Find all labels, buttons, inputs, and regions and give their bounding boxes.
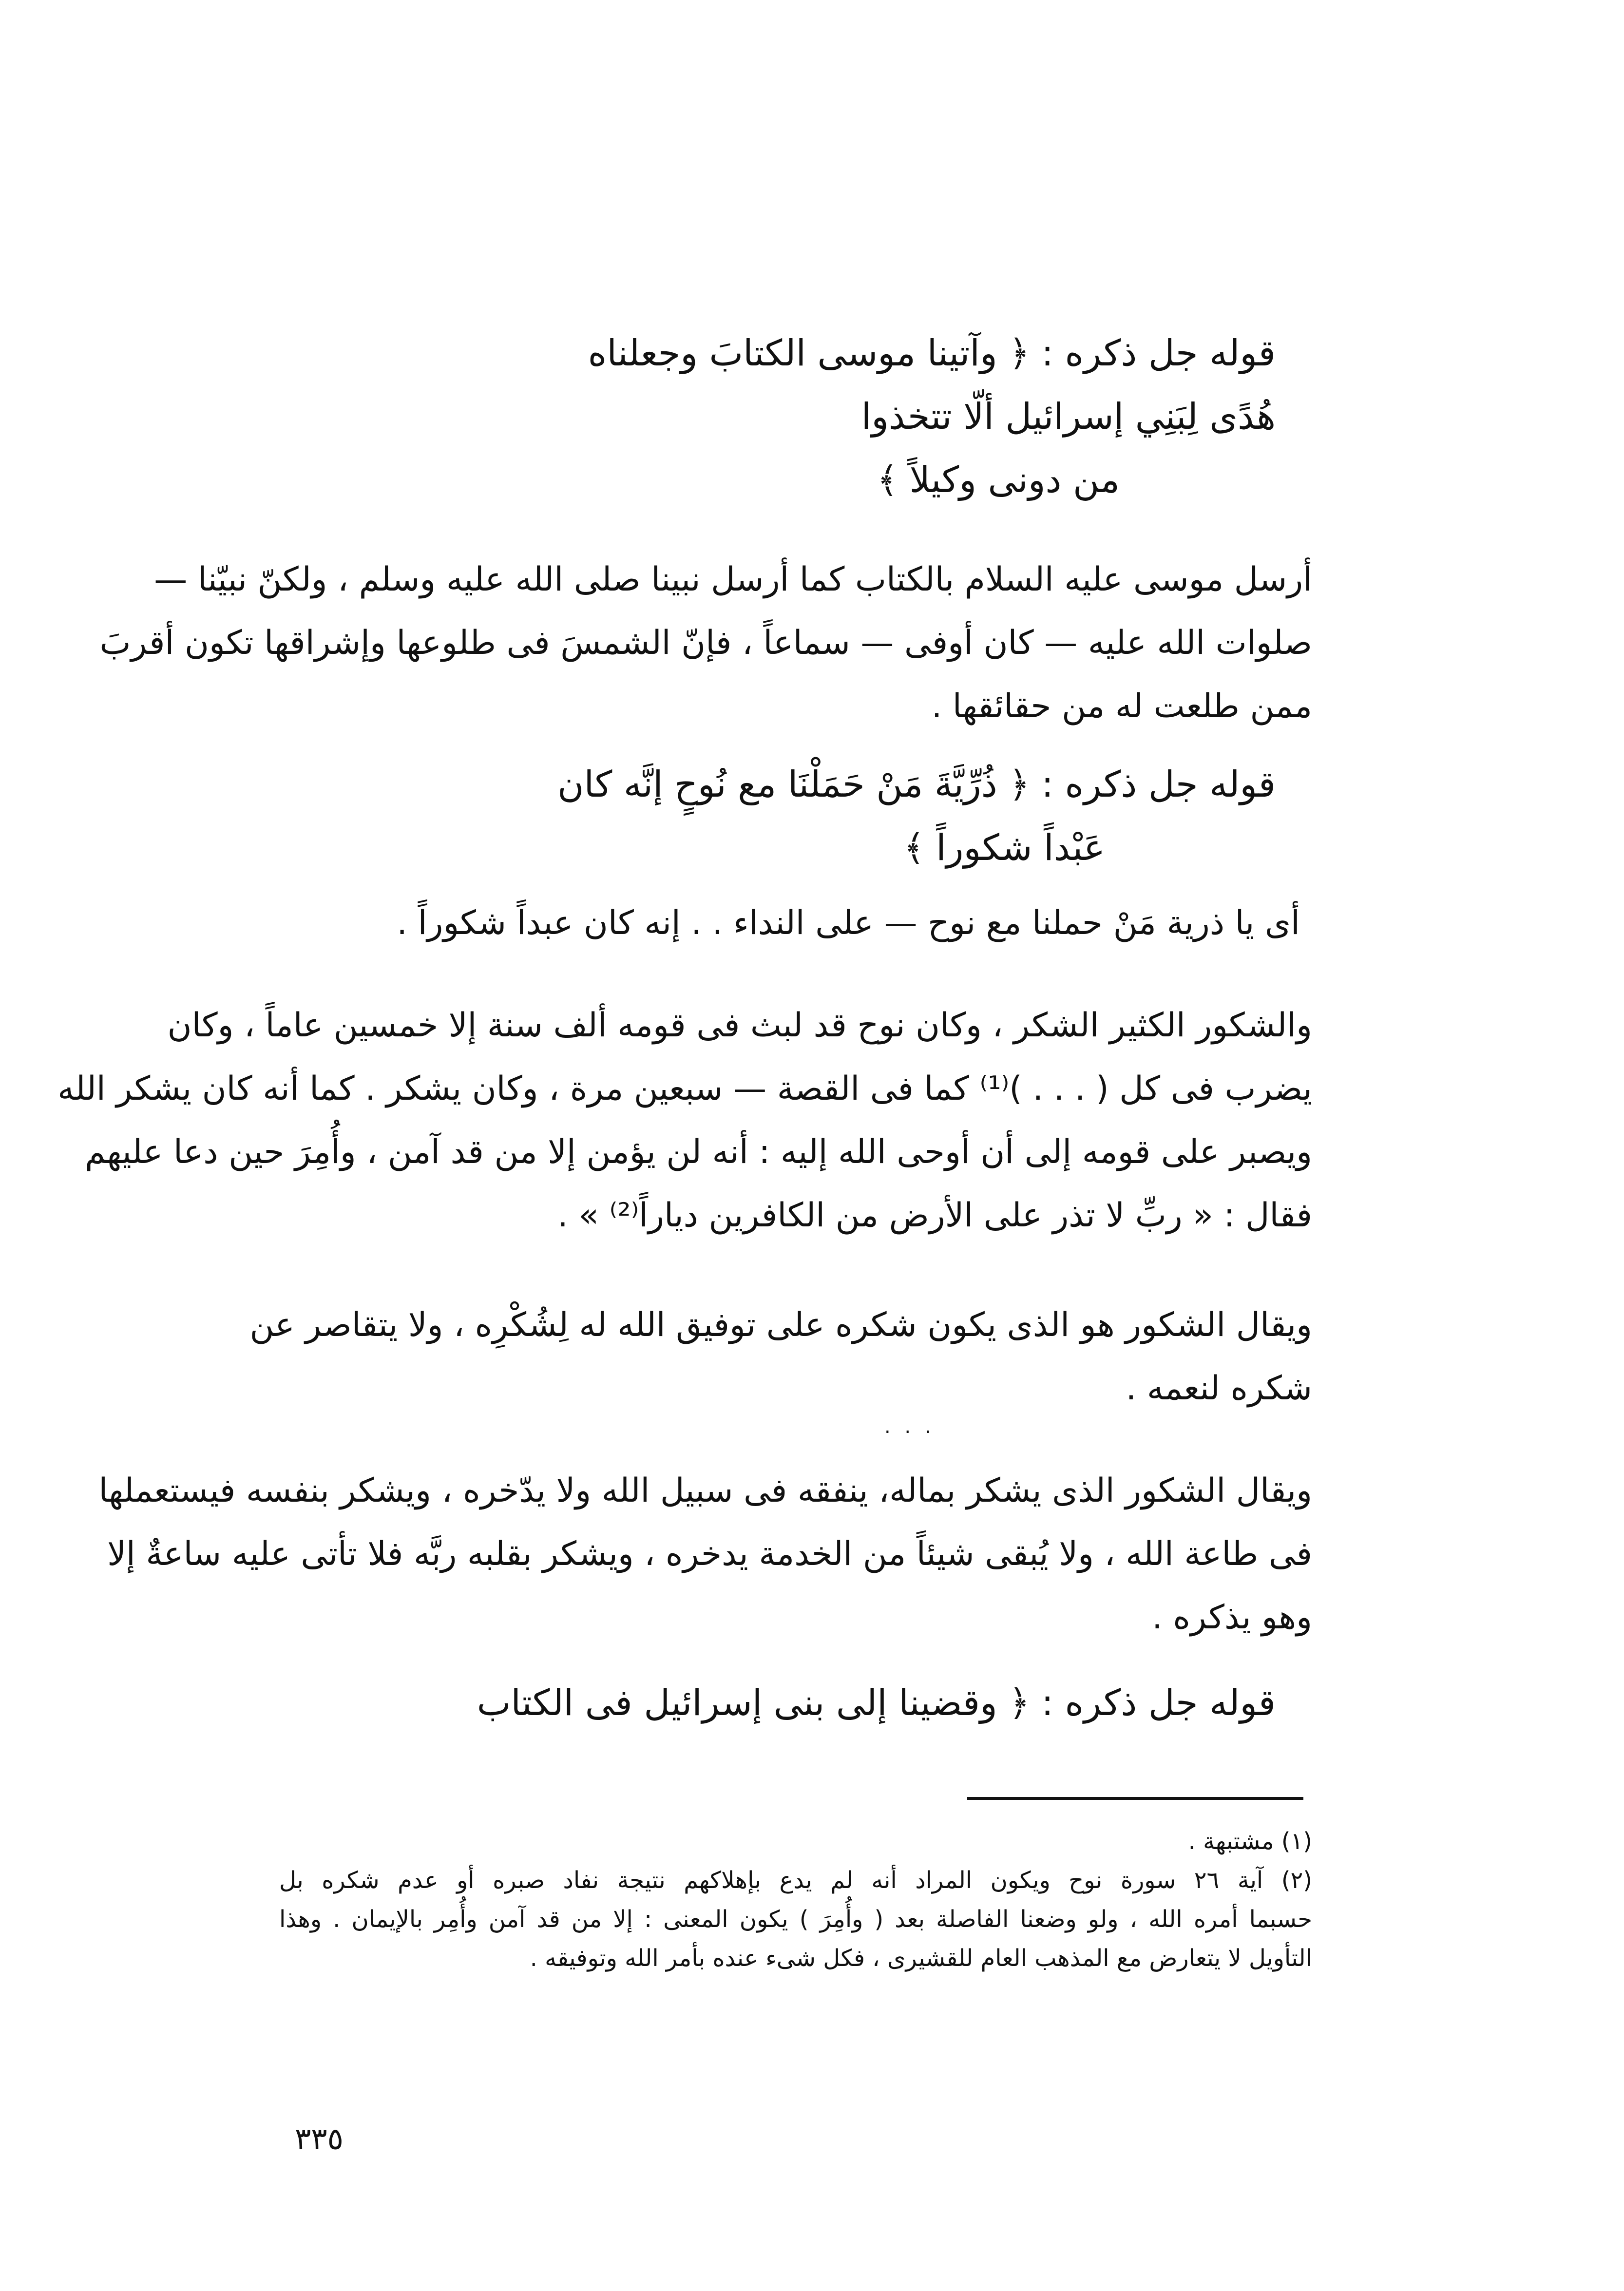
paragraph-4 — [98, 1464, 1312, 1654]
footnote-line: (٢) آية ٢٦ سورة نوح ويكون المراد أنه لم يدع بإهلاكهم نتيجة نفاد صبره أو عدم شكره بل — [279, 1867, 1313, 1894]
footnotes — [279, 1822, 1312, 1978]
paragraph-2 — [57, 999, 1312, 1252]
paragraph-line: وهو يذكره . — [1152, 1598, 1312, 1637]
paragraph-line: فقال : « ربِّ لا تذر على الأرض من الكافرين دياراً⁽²⁾ » . — [557, 1196, 1312, 1235]
verse-block-1 — [569, 326, 1276, 516]
paragraph-line: والشكور الكثير الشكر ، وكان نوح قد لبث فى قومه ألف سنة إلا خمسين عاماً ، وكان — [167, 1006, 1312, 1045]
footnote-line: حسبما أمره الله ، ولو وضعنا الفاصلة بعد ( وأُمِرَ ) يكون المعنى : إلا من قد آمن وأُمِر بالإيمان . وهذا — [279, 1906, 1312, 1933]
paragraph-1 — [99, 553, 1312, 743]
paragraph-line: ويقال الشكور الذى يشكر بماله، ينفقه فى سبيل الله ولا يدّخره ، ويشكر بنفسه فيستعملها — [98, 1471, 1312, 1510]
paragraph-line: صلوات الله عليه — كان أوفى — سماعاً ، فإنّ الشمسَ فى طلوعها وإشراقها تكون أقربَ — [99, 624, 1312, 662]
page-number: ٣٣٥ — [295, 2121, 344, 2157]
verse-block-2 — [545, 758, 1276, 884]
paragraph-line: أرسل موسى عليه السلام بالكتاب كما أرسل نبينا صلى الله عليه وسلم ، ولكنّ نبيّنا — — [154, 560, 1312, 599]
verse-line: قوله جل ذكره : ﴿ وقضينا إلى بنى إسرائيل فى الكتاب — [477, 1682, 1276, 1724]
footnote-line: (١) مشتبهة . — [1188, 1828, 1312, 1855]
paragraph-line: يضرب فى كل ( . . . )⁽¹⁾ كما فى القصة — سبعين مرة ، وكان يشكر . كما أنه كان يشكر الله — [57, 1069, 1312, 1108]
footnote-line: التأويل لا يتعارض مع المذهب العام للقشيرى ، فكل شىء عنده بأمر الله وتوفيقه . — [530, 1945, 1312, 1972]
verse-line: قوله جل ذكره : ﴿ ذُرِّيَّةَ مَنْ حَمَلْنَا مع نُوحٍ إنَّه كان — [557, 764, 1276, 805]
paragraph-line: ويقال الشكور هو الذى يكون شكره على توفيق الله له لِشُكْرِه ، ولا يتقاصر عن — [249, 1306, 1312, 1344]
verse-explanation — [397, 897, 1300, 960]
verse-line: عَبْداً شكوراً ﴾ — [903, 827, 1105, 869]
verse-line: هُدًى لِبَنِي إسرائيل ألّا تتخذوا — [861, 396, 1276, 438]
stray-marks: . . . — [884, 1415, 935, 1438]
verse-line: من دونى وكيلاً ﴾ — [877, 459, 1120, 501]
paragraph-line: شكره لنعمه . — [1126, 1369, 1312, 1408]
paragraph-line: ويصبر على قومه إلى أن أوحى الله إليه : أنه لن يؤمن إلا من قد آمن ، وأُمِرَ حين دعا عليهم — [85, 1133, 1312, 1171]
verse-block-3 — [477, 1676, 1276, 1739]
paragraph-line: فى طاعة الله ، ولا يُبقى شيئاً من الخدمة يدخره ، ويشكر بقلبه ربَّه فلا تأتى عليه ساعةٌ إلا — [107, 1535, 1312, 1573]
paragraph-3 — [249, 1298, 1312, 1425]
paragraph-line: أى يا ذرية مَنْ حملنا مع نوح — على النداء . . إنه كان عبداً شكوراً . — [397, 904, 1300, 942]
footnote-separator — [967, 1797, 1303, 1800]
verse-line: قوله جل ذكره : ﴿ وآتينا موسى الكتابَ وجعلناه — [588, 332, 1276, 374]
paragraph-line: ممن طلعت له من حقائقها . — [931, 687, 1312, 725]
